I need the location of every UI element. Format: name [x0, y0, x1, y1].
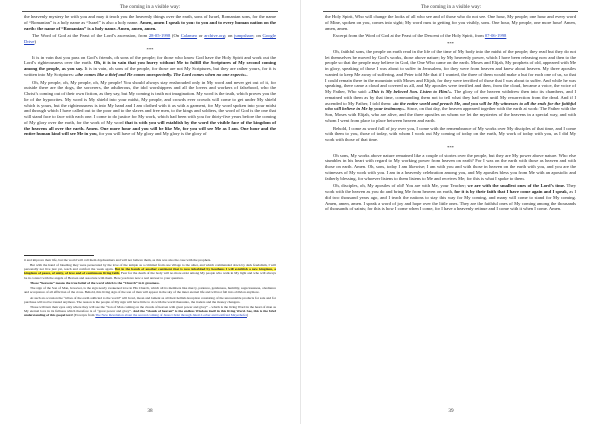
header-rule-right [323, 11, 578, 12]
page-number-left: 38 [147, 408, 153, 414]
section-separator: *** [447, 41, 454, 46]
jumpshare-link[interactable]: jumpshare [234, 33, 254, 39]
page-number-right: 39 [448, 408, 454, 414]
paragraph: Oh, My people, oh, My people, oh, My people! You should always stay enshrouded only in My word and never get out of it, for outside there are the dogs, the sorcerers, the adulterous, the idol worshippers and all the lovers and workers of falsehood, who the Christ’s coming out of their own fiction, as they say, but My coming is truth not imagination. My word is the truth, which proves you the lie of the hypocrites. My word is My shield into your midst, My people, and crowds ever crowds will come to get under My shield which is yours, but the righteousness is into My hand and I am clothed with it as with a garment, for My word spoken into your midst and through which I have called out to the poor and to the slaves and free men, to the kings and soldiers, the word of God is the one that will stand face to face with each one. I come to do justice for My work, which had been with you for thirty-five years before the coming of My glory over the earth, for the work of My word that is with you will establish by the word the visible face of the kingdom of the heavens all over the earth. Amen. One more hour and you will be like Me, for you will see Me as I am. One hour and the entire human kind will see Me in you, for you will have of My glory and My glory is the glory of [24, 79, 276, 137]
paragraph: the heavenly mystery be with you and may it teach you the heavenly things over the earth, sons of Israel, Romanian sons, for the name of “Romanian” is a holy name as “Israel” is also a holy name. Amen, amen I speak to you: to you and to every human nation on the earth: the name of “Romanian” is a holy name. Amen, amen, amen. [24, 14, 276, 31]
running-header-left: The coming in a visible way: [119, 4, 181, 10]
section-separator: *** [146, 46, 154, 52]
section-separator: *** [447, 144, 454, 150]
date-link[interactable]: 07-06-1998 [484, 33, 507, 39]
paragraph: Oh sons, My works above nature remained like a couple of stories over the people, but they are My power above nature. Who else stumbles in his heart with regard to My working power from heaven on earth? For I was on the earth with those as heaven and with those on earth. Amen. Oh, sons, today I am likewise; I am with you and with those in heaven on the earth with you, and you are the witnesses of My work with you. I am in a heavenly celebration among you, and My apostles bless you from Me with an apostolic and fatherly blessing, for whoever listens to them listens to Me and receives Me; for this is what I spoke to them. [325, 152, 576, 181]
citation-paragraph: Excerpt from the Word of God at the Feast of the Descent of the Holy Spirit, from 07-06-1998 [333, 33, 507, 39]
footnote-paragraph: Those “heavens” means the true belief of the word which is the “Church” in it greatness. [30, 280, 160, 285]
citation-paragraph: The Word of God at the Feast of the Lord’s ascension, from 28-05-1998 (On Calameo or archive.org; on jumpshare; on Google Drive) [24, 33, 276, 44]
new-revelation-link[interactable]: The New Revelation about the second coming of Jesus Christ through Jakob Lorber and Gottfried Mayerhofer [95, 313, 247, 318]
date-link[interactable]: 28-05-1998 [148, 33, 171, 39]
left-body-text [24, 14, 276, 139]
footnote-block [24, 258, 276, 318]
footnote-rule [24, 255, 94, 256]
right-page [300, 0, 600, 424]
paragraph: Oh, faithful sons, the people on earth read in the life of the time of My body into the midst of the people; they read but they do not let themselves be moved by God’s works, those above nature; by My heavenly power, which I have been releasing now and then to the people so that the people may believe in God, the One Who came on the earth. Moses and Elijah, My prophets of old, appeared with Me in glory, speaking of those I was about to suffer in Jerusalem, for they were from heaven and knew about heaven. My three apostles wanted to keep Me away of suffering, and Peter told Me that if I wanted, the three of them would make a hut for each one of us, so that I could remain there in the mountain with Moses and Elijah, for they were terrified of those that I was about to suffer. And while he was speaking, there came a cloud and covered us all, and My apostles were terrified and then, from the cloud, became a voice, the voice of My Father, Who said: «This is My beloved Son. Listen to Him!». The glory of the heaven withdrew then into its chambers, and I remained with them as by that time, commanding them not to tell what they had seen until My resurrection from the dead. And if I ascended to My Father, I told them: «to the entire world and preach Me, and you will be My witnesses to all the ends for the faithful who will believe in Me by your testimony». Since, on that day, the heaven appeared together with the earth at work: The Father with the Son, Moses with Elijah, who are alive, and the three apostles on whom we let the mysteries of the heavens in a special way, and with whom I went from place to place between heaven and earth. [325, 48, 577, 123]
paragraph: Oh, disciples, oh, My apostles of old! You are with Me, your Teacher; we are with the smallest ones of the Lord’s time. They work with the heaven as you do and bring Me from heaven on earth, for it is by their faith that I have come again and I speak, as I did two thousand years ago, and I teach the nations to stay this way for My coming, and many will come to stand for My coming. Amen, amen, amen. I speak a word of joy and hope over the little ones. They are the faithful ones of My coming among the thousands of thousands of saints; for this is how I come when I come, for I have a heavenly retinue and I come with it when I come. Amen. [325, 183, 576, 212]
highlighted-text: But in the hands of another continent that is now inhabited by heathens I will establish a new kingdom, a kingdom of peace, of unity, of love and of continuous living faith. [24, 267, 276, 276]
footnote-paragraph: At such an occasion the “tribes of the earth addicted to the world” will howl, moan and lament as all their hellish deception consisting of the uncountable products for sale and for purchase will not be trusted anymore. The reason is the people of My sign will have little to do with the world thereunto, the traders and the money changers. [24, 295, 276, 304]
footnote-paragraph: But with the hand of bleeding they were persecuted by the love of the temple as a criminal from one village to the other, and which commanded down by dark feudalism, I will personally not live just yet, teach and comfort the weak again. But in the hands of another continent that is now inhabited by heathens I will establish a new kingdom, a kingdom of peace, of unity, of love and of continuous living faith. Fear for the death of the body will no more exist among My people who walk in My light and who will always be in contact with the angels of Heaven and associate with them. Here you have now a real answer to your question. [24, 263, 277, 280]
google-drive-link[interactable]: Google Drive [24, 33, 276, 44]
footnote-paragraph: Those will turn their eyes only where they will see the “Son of Man coming on the clouds of heaven with great power and glory” – which is the living Word in the heart of man as My eternal love in its fullness which therefore is of “great power and glory”. And the “clouds of heaven” is the endless Wisdom itself in this living Word. See, this is the brief understanding of this gospel text! (Excerpts from The New Revelation about the second coming of Jesus Christ through Jakob Lorber and Gottfried Mayerhofer) [24, 304, 276, 318]
paragraph: the Holy Spirit, Who will change the looks of all who see and of those who do not see. One hour, My people; one hour and every word of Mine, spoken on you, comes into sight; My word runs to getting for you visibly, sons. One hour, My people, one more hour! Amen, amen, amen. [325, 14, 576, 31]
paragraph: It is in vain that you pass on God’s friends, oh sons of the people; for those who know God have the Holy Spirit and work out the Lord’s righteousness over the earth. Oh, it is in vain that you hurry without Me to fulfill the Scriptures of My second coming among the people, as you say. It is in vain, oh sons of the people, for those are not My Scriptures, but they are rather yours, for it is written into My Scriptures: «the comes like a thief and He comes unexpectedly. The Lord comes when no one expects». [24, 54, 277, 77]
footnote-paragraph: it and improve their life, but the world will call them daydreamers and will not believe them, as this was also the case with the prophets. [24, 258, 212, 262]
paragraph: Behold, I come as word full of joy over you, I come with the remembrance of My works over My disciples of that time, and I come with them to you, those of today, with whom I work out My coming of today on the earth, My work of today with you, as I did My work with those of that time. [325, 125, 576, 142]
running-header-right: The coming in a visible way: [420, 4, 482, 10]
right-body-text [325, 14, 576, 214]
archive-link[interactable]: archive.org [204, 33, 225, 39]
calameo-link[interactable]: Calameo [180, 33, 198, 39]
footnote-paragraph: The sign of the Son of Man, however, is the sign newly awakened love in His Church, which all its members like mercy, patience, gentleness, humility, sagaciousness, obedience and acceptance of all affliction of the cross. Behold, this living sign of the son of man will appear in the sky of the inner eternal life and will not fall into oblivion anymore. [24, 286, 276, 295]
header-rule-left [22, 11, 278, 12]
